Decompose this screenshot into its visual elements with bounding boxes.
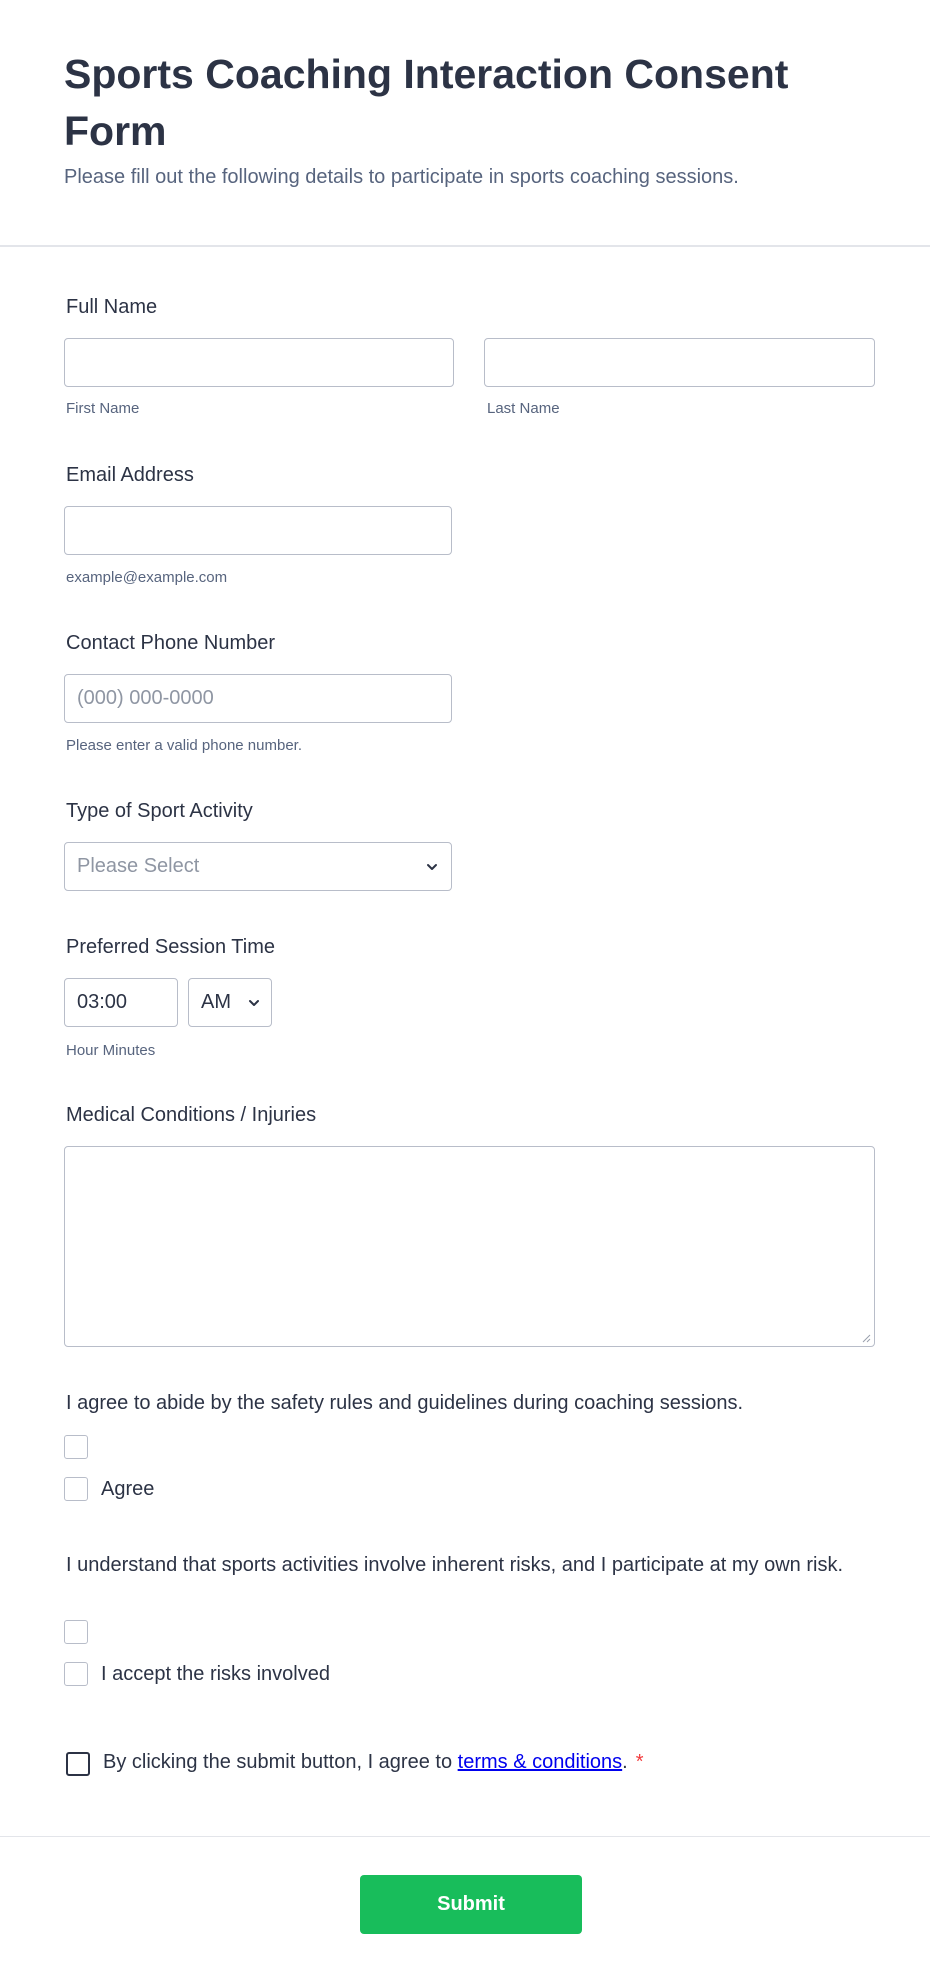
ampm-select[interactable] — [188, 978, 272, 1027]
sport-select[interactable] — [64, 842, 452, 891]
safety-agree-label: Agree — [101, 1478, 155, 1500]
session-time-sublabel: Hour Minutes — [66, 1042, 156, 1059]
risk-accept-checkbox[interactable] — [64, 1662, 88, 1686]
required-asterisk: * — [635, 1751, 644, 1773]
risk-question: I understand that sports activities involve inherent risks, and I participate at my own risk. — [66, 1554, 844, 1576]
phone-sublabel: Please enter a valid phone number. — [66, 737, 302, 754]
email-label: Email Address — [66, 464, 194, 486]
session-time-label: Preferred Session Time — [66, 936, 275, 958]
terms-suffix: . — [622, 1751, 628, 1773]
medical-label: Medical Conditions / Injuries — [66, 1104, 317, 1126]
safety-question: I agree to abide by the safety rules and guidelines during coaching sessions. — [66, 1392, 744, 1414]
risk-blank-checkbox[interactable] — [64, 1620, 88, 1644]
email-input[interactable] — [64, 506, 452, 555]
submit-button[interactable]: Submit — [360, 1875, 582, 1934]
terms-text — [103, 1751, 644, 1774]
form-header — [0, 0, 930, 247]
chevron-down-icon — [425, 860, 439, 874]
sport-select-placeholder: Please Select — [77, 855, 200, 877]
phone-label: Contact Phone Number — [66, 632, 276, 654]
first-name-input[interactable] — [64, 338, 454, 387]
medical-textarea[interactable] — [64, 1146, 875, 1347]
footer-divider — [0, 1836, 930, 1837]
risk-accept-label: I accept the risks involved — [101, 1663, 330, 1685]
chevron-down-icon — [247, 996, 261, 1010]
ampm-select-value: AM — [201, 991, 231, 1013]
full-name-label: Full Name — [66, 296, 158, 318]
safety-agree-checkbox[interactable] — [64, 1477, 88, 1501]
page-subtitle: Please fill out the following details to participate in sports coaching sessions. — [64, 166, 739, 188]
email-sublabel: example@example.com — [66, 569, 228, 586]
page-title: Sports Coaching Interaction Consent Form — [64, 51, 789, 154]
last-name-input[interactable] — [484, 338, 875, 387]
last-name-sublabel: Last Name — [487, 400, 560, 417]
safety-blank-checkbox[interactable] — [64, 1435, 88, 1459]
terms-checkbox[interactable] — [66, 1752, 90, 1776]
sport-label: Type of Sport Activity — [66, 800, 253, 822]
first-name-sublabel: First Name — [66, 400, 140, 417]
resize-handle-icon[interactable] — [861, 1333, 871, 1343]
terms-link[interactable]: terms & conditions — [457, 1751, 623, 1773]
terms-prefix: By clicking the submit button, I agree to — [103, 1751, 458, 1773]
phone-input[interactable] — [64, 674, 452, 723]
time-input[interactable] — [64, 978, 178, 1027]
